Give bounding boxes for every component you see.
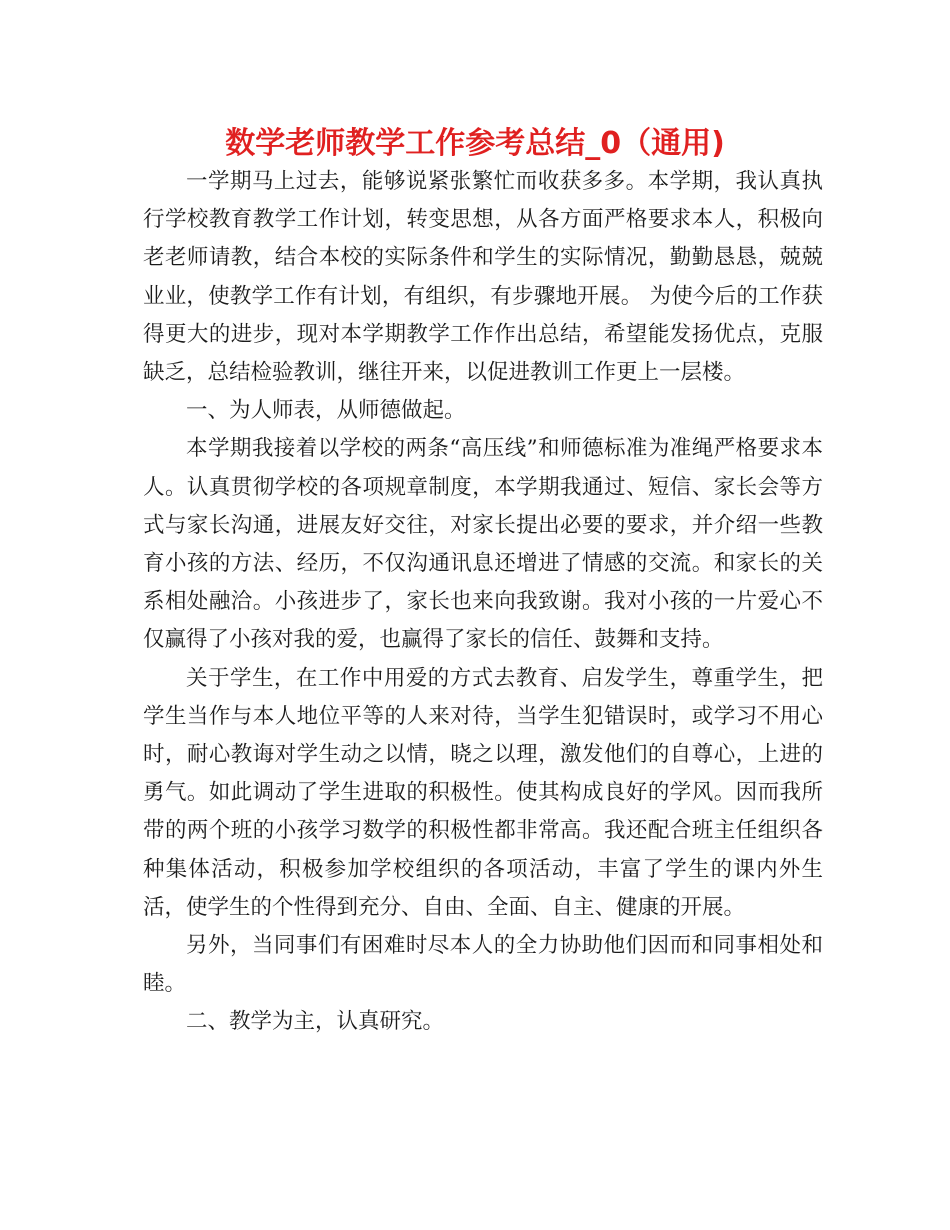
paragraph-students: 关于学生，在工作中用爱的方式去教育、启发学生，尊重学生，把学生当作与本人地位平等的人来对待，当学生犯错误时，或学习不用心时，耐心教诲对学生动之以情，晓之以理，激发他们的自尊心，上进的勇气。如此调动了学生进取的积极性。使其构成良好的学风。因而我所带的两个班的小孩学习数学的积极性都非常高。我还配合班主任组织各种集体活动，积极参加学校组织的各项活动，丰富了学生的课内外生活，使学生的个性得到充分、自由、全面、自主、健康的开展。 bbox=[143, 665, 823, 920]
section-heading-1: 一、为人师表，从师德做起。 bbox=[186, 398, 466, 424]
paragraph-intro: 一学期马上过去，能够说紧张繁忙而收获多多。本学期，我认真执行学校教育教学工作计划，转变思想，从各方面严格要求本人，积极向老老师请教，结合本校的实际条件和学生的实际情况，勤勤恳恳，兢兢业业，使教学工作有计划，有组织，有步骤地开展。 为使今后的工作获得更大的进步，现对本学期教学工作作出总结，希望能发扬优点，克服缺乏，总结检验教训，继往开来，以促进教训工作更上一层楼。 bbox=[143, 169, 823, 386]
paragraph-colleagues: 另外，当同事们有困难时尽本人的全力协助他们因而和同事相处和睦。 bbox=[143, 933, 823, 997]
paragraph-parents: 本学期我接着以学校的两条“高压线”和师德标准为准绳严格要求本人。认真贯彻学校的各项规章制度，本学期我通过、短信、家长会等方式与家长沟通，进展友好交往，对家长提出必要的要求，并介绍一些教育小孩的方法、经历，不仅沟通讯息还增进了情感的交流。和家长的关系相处融洽。小孩进步了，家长也来向我致谢。我对小孩的一片爱心不仅赢得了小孩对我的爱，也赢得了家长的信任、鼓舞和支持。 bbox=[143, 436, 823, 653]
document-body bbox=[143, 163, 823, 1042]
document-title: 数学老师教学工作参考总结_0（通用) bbox=[225, 126, 725, 161]
section-heading-2: 二、教学为主，认真研究。 bbox=[186, 1009, 445, 1035]
